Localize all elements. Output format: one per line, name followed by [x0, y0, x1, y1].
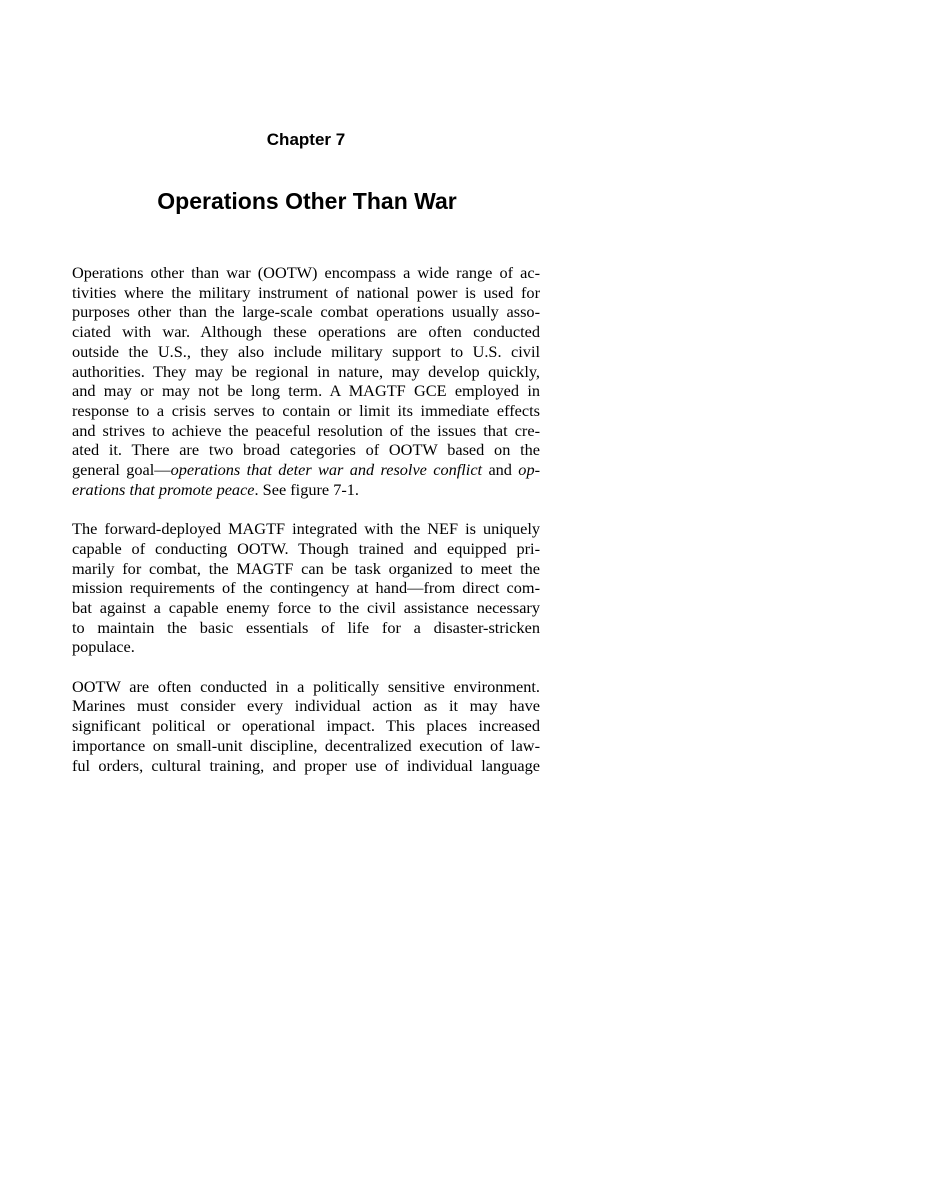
- text-run: . See figure 7-1.: [254, 479, 359, 499]
- text-line: mission requirements of the contingency at hand—from direct com-: [72, 578, 540, 598]
- text-line: ciated with war. Although these operations are often conducted: [72, 322, 540, 342]
- text-run: and: [482, 460, 519, 480]
- text-line: bat against a capable enemy force to the civil assistance necessary: [72, 597, 540, 617]
- text-line: populace.: [72, 637, 135, 657]
- text-line: [72, 480, 540, 500]
- text-line: ated it. There are two broad categories of OOTW based on the: [72, 440, 540, 460]
- text-line: [72, 460, 540, 480]
- text-line: marily for combat, the MAGTF can be task organized to meet the: [72, 558, 540, 578]
- text-line: response to a crisis serves to contain or limit its immediate effects: [72, 400, 540, 420]
- text-line: significant political or operational impact. This places increased: [72, 716, 540, 736]
- text-line: Operations other than war (OOTW) encompass a wide range of ac-: [72, 263, 540, 282]
- body-text: [72, 263, 540, 795]
- text-line: The forward-deployed MAGTF integrated with the NEF is uniquely: [72, 519, 540, 539]
- italic-phrase: op-: [518, 460, 540, 480]
- text-line: Marines must consider every individual action as it may have: [72, 696, 540, 716]
- text-line: purposes other than the large-scale combat operations usually asso-: [72, 302, 540, 322]
- text-line: tivities where the military instrument of national power is used for: [72, 282, 540, 302]
- text-line: importance on small-unit discipline, decentralized execution of law-: [72, 735, 540, 755]
- text-line: capable of conducting OOTW. Though trained and equipped pri-: [72, 538, 540, 558]
- text-line: and strives to achieve the peaceful resolution of the issues that cre-: [72, 420, 540, 440]
- chapter-label: Chapter 7: [266, 130, 346, 149]
- chapter-title: Operations Other Than War: [157, 188, 457, 214]
- text-line: outside the U.S., they also include military support to U.S. civil: [72, 341, 540, 361]
- text-line: authorities. They may be regional in nature, may develop quickly,: [72, 361, 540, 381]
- paragraph-3: [72, 677, 540, 776]
- italic-phrase: operations that deter war and resolve conflict: [170, 460, 483, 480]
- text-line: OOTW are often conducted in a politically sensitive environment.: [72, 676, 540, 696]
- text-line: ful orders, cultural training, and proper use of individual language: [72, 755, 540, 775]
- italic-phrase: erations that promote peace: [72, 479, 255, 499]
- paragraph-2: [72, 519, 540, 657]
- paragraph-1: [72, 263, 540, 499]
- text-line: to maintain the basic essentials of life for a disaster-stricken: [72, 617, 540, 637]
- text-line: and may or may not be long term. A MAGTF GCE employed in: [72, 381, 540, 401]
- text-run: general goal—: [72, 460, 171, 480]
